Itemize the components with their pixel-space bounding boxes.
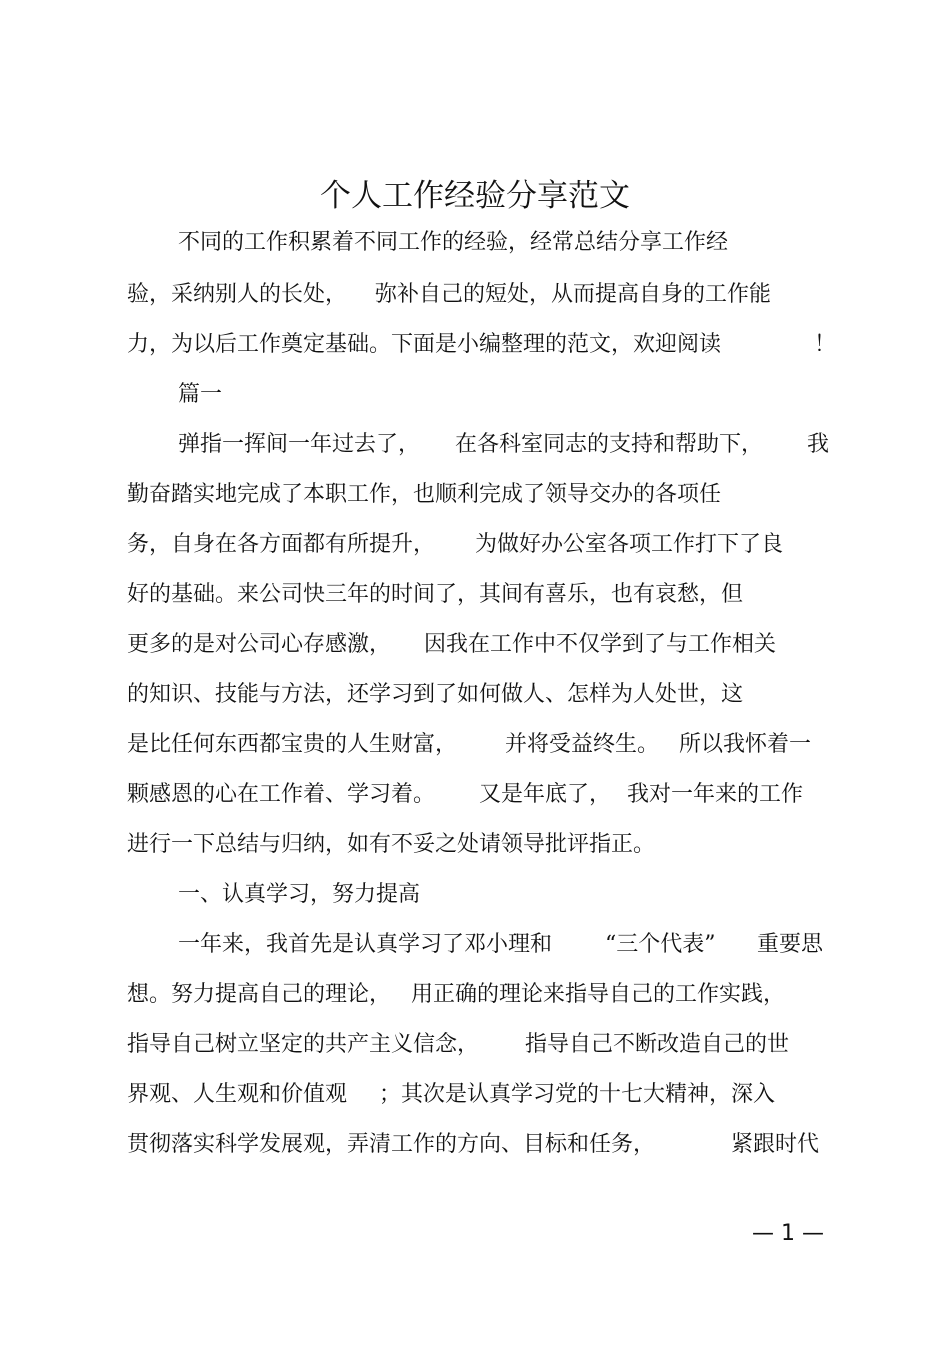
text-segment: 用正确的理论来指导自己的工作实践， xyxy=(411,982,786,1007)
text-segment: 在各科室同志的支持和帮助下， xyxy=(455,432,764,457)
text-segment: 不同的工作积累着不同工作的经验，经常总结分享工作经 xyxy=(178,230,729,255)
text-segment: 我对一年来的工作 xyxy=(627,782,804,807)
text-segment: 我 xyxy=(807,432,830,457)
text-segment: 一年来，我首先是认真学习了邓小理和 xyxy=(178,932,553,957)
text-segment: 篇一 xyxy=(178,382,223,407)
text-segment: 又是年底了， xyxy=(479,782,612,807)
text-segment: 的知识、技能与方法，还学习到了如何做人、怎样为人处世，这 xyxy=(127,682,744,707)
text-segment: ！ xyxy=(814,332,837,357)
text-segment: 一、认真学习，努力提高 xyxy=(178,882,421,907)
text-segment: 为做好办公室各项工作打下了良 xyxy=(475,532,784,557)
text-segment: 并将受益终生。 xyxy=(505,732,660,757)
text-segment: 务，自身在各方面都有所提升， xyxy=(127,532,436,557)
text-segment: 所以我怀着一 xyxy=(679,732,812,757)
text-segment: 弹指一挥间一年过去了， xyxy=(178,432,421,457)
text-segment: 指导自己树立坚定的共产主义信念， xyxy=(127,1032,480,1057)
text-segment: 紧跟时代 xyxy=(731,1132,820,1157)
text-segment: 验，采纳别人的长处， xyxy=(127,282,348,307)
text-segment: 因我在工作中不仅学到了与工作相关 xyxy=(424,632,777,657)
text-segment: 贯彻落实科学发展观，弄清工作的方向、目标和任务， xyxy=(127,1132,656,1157)
text-segment: 是比任何东西都宝贵的人生财富， xyxy=(127,732,458,757)
text-segment: 想。努力提高自己的理论， xyxy=(127,982,392,1007)
text-segment: 重要思 xyxy=(757,932,824,957)
page-number: — 1 — xyxy=(752,1221,824,1246)
text-segment: “三个代表” xyxy=(605,932,716,957)
text-segment: 指导自己不断改造自己的世 xyxy=(525,1032,790,1057)
text-segment: 进行一下总结与归纳，如有不妥之处请领导批评指正。 xyxy=(127,832,656,857)
text-segment: 界观、人生观和价值观 xyxy=(127,1082,348,1107)
text-segment: ；其次是认真学习党的十七大精神，深入 xyxy=(379,1082,776,1107)
document-title: 个人工作经验分享范文 xyxy=(320,178,630,214)
text-segment: 好的基础。来公司快三年的时间了，其间有喜乐，也有哀愁，但 xyxy=(127,582,744,607)
text-segment: 颗感恩的心在工作着、学习着。 xyxy=(127,782,436,807)
text-segment: 更多的是对公司心存感激， xyxy=(127,632,392,657)
text-segment: 弥补自己的短处，从而提高自身的工作能 xyxy=(375,282,772,307)
text-segment: 力，为以后工作奠定基础。下面是小编整理的范文，欢迎阅读 xyxy=(127,332,722,357)
text-segment: 勤奋踏实地完成了本职工作，也顺利完成了领导交办的各项任 xyxy=(127,482,722,507)
